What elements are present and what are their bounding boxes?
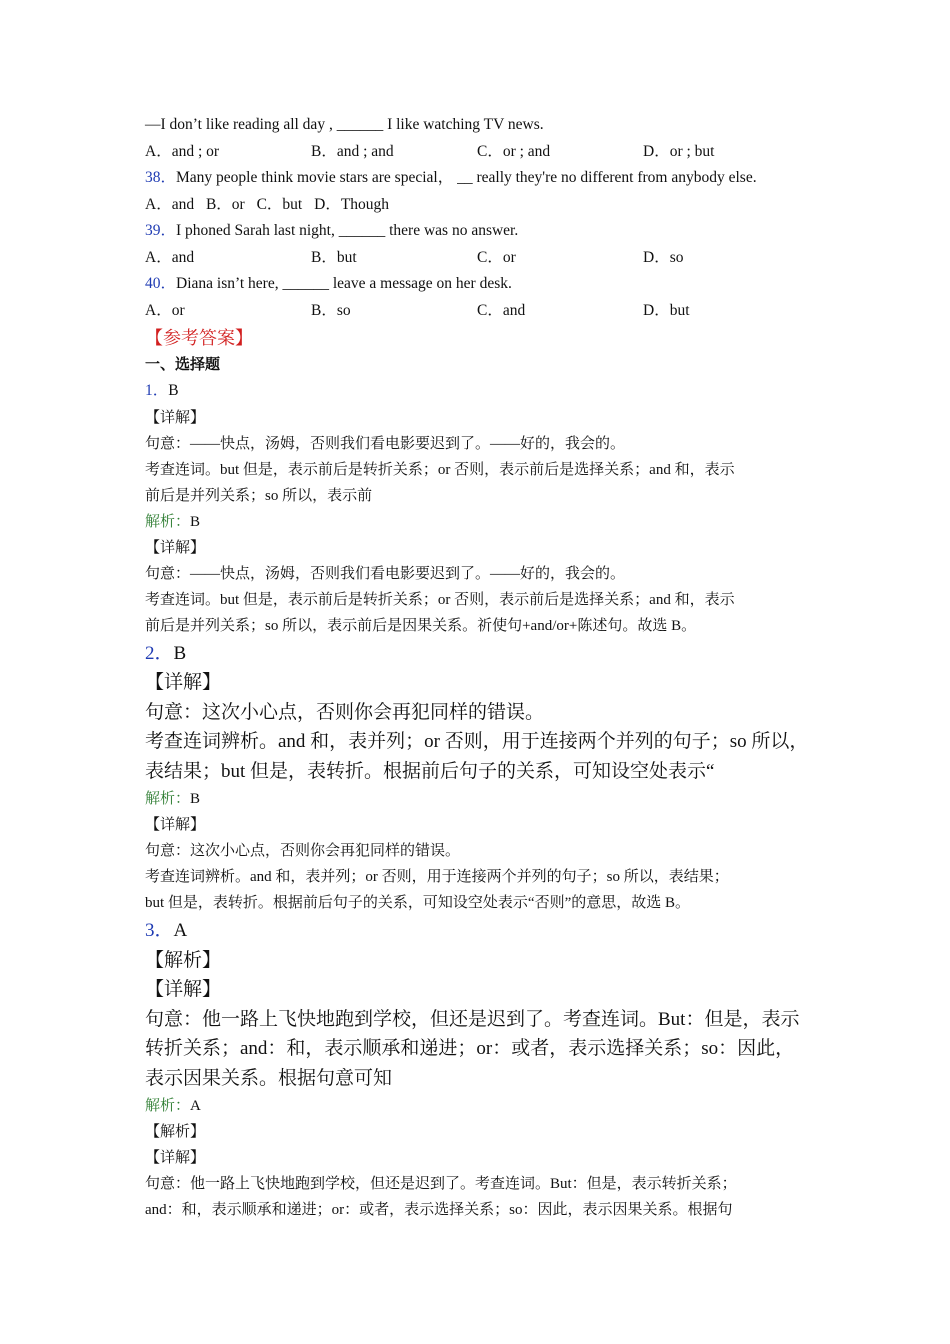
q37-option-d: D．or ; but — [643, 142, 715, 160]
answer-1-detail-tag-2: 【详解】 — [145, 539, 206, 556]
q40-option-d: D．but — [643, 301, 690, 319]
answer-3-line-1: 句意：他一路上飞快地跑到学校，但还是迟到了。考查连词。But：但是，表示 — [145, 1008, 800, 1030]
q39-stem: I phoned Sarah last night, ______ there was no answer. — [176, 222, 519, 239]
q38-option-a: A．and — [145, 195, 195, 213]
q40-stem: Diana isn’t here, ______ leave a message on her desk. — [176, 275, 512, 292]
q39-question — [145, 218, 815, 245]
answer-2-detail-tag-2: 【详解】 — [145, 817, 206, 833]
answer-2-line-6: but 但是，表转折。根据前后句子的关系，可知设空处表示“否则”的意思，故选 B。 — [145, 895, 690, 911]
q40-question — [145, 271, 815, 298]
answer-3-line-3: 表示因果关系。根据句意可知 — [145, 1067, 393, 1089]
answer-2-line-4: 句意：这次小心点，否则你会再犯同样的错误。 — [145, 843, 461, 859]
q37-option-c: C．or ; and — [477, 142, 551, 160]
answer-2-line-3: 表结果；but 但是，表转折。根据前后句子的关系，可知设空处表示“ — [145, 760, 715, 782]
answer-3-line-5: and：和，表示顺承和递进；or：或者，表示选择关系；so：因此，表示因果关系。根据句 — [145, 1202, 733, 1218]
answer-1-line-6: 前后是并列关系；so 所以，表示前后是因果关系。祈使句+and/or+陈述句。故选 B。 — [145, 617, 697, 634]
q40-option-b: B．so — [311, 301, 351, 319]
answer-3-detail-tag-2: 【详解】 — [145, 1150, 206, 1166]
q38-option-b: B．or — [205, 195, 245, 213]
q38-option-c: C．but — [256, 195, 303, 213]
answer-1-line-2: 考查连词。but 但是，表示前后是转折关系；or 否则，表示前后是选择关系；and 和，表示 — [145, 461, 735, 478]
answer-2-line-2: 考查连词辨析。and 和，表并列；or 否则，用于连接两个并列的句子；so 所以， — [145, 731, 809, 752]
section-title: 一、选择题 — [145, 357, 221, 373]
answer-1-jiexi-label: 解析： — [145, 513, 191, 530]
q38-stem: Many people think movie stars are special， __ really they're no different from anybody else. — [176, 169, 757, 186]
answer-3-choice: A — [173, 920, 188, 941]
answer-1-choice: B — [168, 382, 179, 399]
answer-2-jiexi-answer: B — [190, 791, 201, 807]
answer-1-line-3: 前后是并列关系；so 所以，表示前 — [145, 487, 373, 504]
answer-3-jiexi — [145, 1093, 815, 1119]
answer-3-heading — [145, 916, 815, 946]
document-page — [145, 112, 815, 1223]
answer-2-number: 2． — [145, 642, 174, 664]
answer-3-analysis-tag: 【解析】 — [145, 949, 222, 971]
answer-2-line-5: 考查连词辨析。and 和，表并列；or 否则，用于连接两个并列的句子；so 所以，表结果； — [145, 869, 729, 885]
answer-1-line-1: 句意：——快点，汤姆，否则我们看电影要迟到了。——好的，我会的。 — [145, 435, 626, 452]
q37-options — [145, 139, 815, 166]
answer-1-line-5: 考查连词。but 但是，表示前后是转折关系；or 否则，表示前后是选择关系；and 和，表示 — [145, 591, 735, 608]
q38-number: 38． — [145, 169, 177, 186]
q40-option-c: C．and — [477, 301, 526, 319]
q40-option-a: A．or — [145, 301, 185, 319]
answer-3-number: 3． — [145, 920, 174, 941]
answer-3-jiexi-label: 解析： — [145, 1098, 191, 1114]
answer-3-jiexi-answer: A — [190, 1098, 201, 1114]
q37-option-a: A．and ; or — [145, 142, 220, 160]
answer-1-line-4: 句意：——快点，汤姆，否则我们看电影要迟到了。——好的，我会的。 — [145, 565, 626, 582]
answer-2-choice: B — [173, 642, 187, 664]
q38-options — [145, 192, 815, 219]
answer-3-analysis-tag-2: 【解析】 — [145, 1124, 206, 1140]
q39-option-d: D．so — [643, 248, 684, 266]
q38-option-d: D．Though — [314, 195, 390, 213]
q39-options — [145, 245, 815, 272]
answer-1-jiexi-answer: B — [190, 513, 201, 530]
q37-stem: —I don’t like reading all day , ______ I like watching TV news. — [145, 116, 544, 133]
answer-1-heading — [145, 378, 815, 405]
answer-2-jiexi-label: 解析： — [145, 791, 191, 807]
q39-option-c: C．or — [477, 248, 516, 266]
answer-2-heading — [145, 639, 815, 669]
answer-1-jiexi — [145, 509, 815, 535]
q40-options — [145, 298, 815, 325]
answer-3-detail-tag: 【详解】 — [145, 979, 222, 1000]
answers-header: 【参考答案】 — [145, 328, 253, 348]
answer-2-jiexi — [145, 786, 815, 812]
q38-question — [145, 165, 815, 192]
q39-option-b: B．but — [311, 248, 357, 266]
answer-2-detail-tag: 【详解】 — [145, 672, 222, 693]
answer-1-number: 1． — [145, 382, 169, 399]
answer-2-line-1: 句意：这次小心点，否则你会再犯同样的错误。 — [145, 701, 545, 723]
q37-option-b: B．and ; and — [311, 142, 394, 160]
q40-number: 40． — [145, 275, 177, 292]
q39-number: 39． — [145, 222, 177, 239]
answer-1-detail-tag: 【详解】 — [145, 409, 206, 426]
answer-3-line-4: 句意：他一路上飞快地跑到学校，但还是迟到了。考查连词。But：但是，表示转折关系； — [145, 1176, 737, 1192]
q39-option-a: A．and — [145, 248, 195, 266]
answer-3-line-2: 转折关系；and：和，表示顺承和递进；or：或者，表示选择关系；so：因此， — [145, 1038, 795, 1059]
